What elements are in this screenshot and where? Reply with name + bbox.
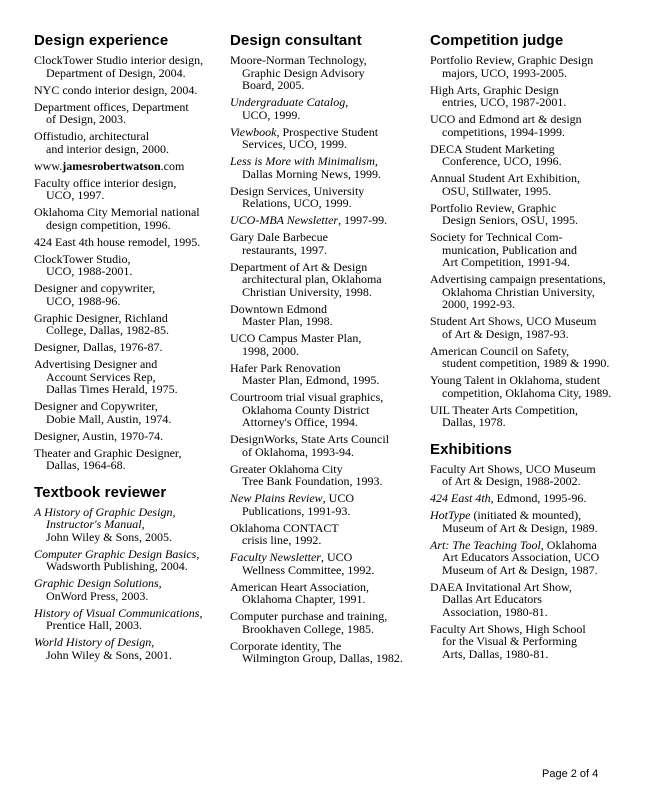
entry-item <box>430 54 630 79</box>
entry-line: Attorney's Office, 1994. <box>242 415 358 429</box>
entry-line: Hafer Park Renovation <box>230 360 341 375</box>
entry-item <box>230 126 426 151</box>
entry-line: Dallas, 1978. <box>442 415 506 429</box>
entry-line: Graphic Designer, Richland <box>34 310 168 325</box>
entry-item <box>430 345 630 370</box>
entry-line: A History of Graphic Design, <box>34 504 176 519</box>
entry-line: Prentice Hall, 2003. <box>46 618 142 632</box>
entry-item <box>34 206 224 231</box>
entry-line: design competition, 1996. <box>46 217 171 232</box>
entry-line: Tree Bank Foundation, 1993. <box>242 474 383 488</box>
entry-line: Advertising Designer and <box>34 357 158 371</box>
entry-line: Corporate identity, The <box>230 638 342 653</box>
entry-line: Art Educators Association, UCO <box>442 550 600 564</box>
entry-line: Department offices, Department <box>34 99 189 114</box>
entry-line: HotType (initiated & mounted), <box>430 508 582 522</box>
entry-line: Oklahoma City Memorial national <box>34 205 200 219</box>
entry-line: DAEA Invitational Art Show, <box>430 579 572 594</box>
entry-line: Gary Dale Barbecue <box>230 230 328 244</box>
entry-line: Dallas, 1964-68. <box>46 458 126 472</box>
section-heading-exhibitions: Exhibitions <box>430 440 512 458</box>
entry-item <box>34 358 224 396</box>
entry-line: NYC condo interior design, 2004. <box>34 82 198 97</box>
section-heading-design-consultant: Design consultant <box>230 32 362 49</box>
entry-line: DesignWorks, State Arts Council <box>230 432 390 446</box>
section-heading-competition-judge: Competition judge <box>430 32 564 49</box>
entry-line: Designer and Copywriter, <box>34 399 158 413</box>
entry-line: New Plains Review, UCO <box>230 491 354 505</box>
entry-item <box>430 172 630 197</box>
entry-item <box>430 273 630 311</box>
entry-item <box>34 636 224 661</box>
column-middle <box>230 32 426 669</box>
entry-line: Graphic Design Solutions, <box>34 576 162 590</box>
entry-item <box>430 84 630 109</box>
entry-line: Portfolio Review, Graphic <box>430 200 557 215</box>
entry-line: entries, UCO, 1987-2001. <box>442 95 567 109</box>
entry-line: Department of Art & Design <box>230 259 368 274</box>
entry-line: UCO-MBA Newsletter, 1997-99. <box>230 213 388 227</box>
entry-line: DECA Student Marketing <box>430 141 555 156</box>
entry-line: Design Services, University <box>230 183 365 198</box>
entry-line: student competition, 1989 & 1990. <box>442 356 610 370</box>
entry-line: 424 East 4th house remodel, 1995. <box>34 234 201 249</box>
entry-item <box>230 303 426 328</box>
entry-line: Master Plan, Edmond, 1995. <box>242 373 380 387</box>
entry-line: Conference, UCO, 1996. <box>442 154 562 168</box>
entry-line: Faculty Newsletter, UCO <box>230 550 353 564</box>
entry-line: of Design, 2003. <box>46 112 126 126</box>
entry-line: Designer, Austin, 1970-74. <box>34 428 164 443</box>
entry-line: Master Plan, 1998. <box>242 314 333 328</box>
entry-line: Oklahoma County District <box>242 402 370 417</box>
entry-item <box>34 548 224 573</box>
entry-line: Viewbook, Prospective Student <box>230 124 379 139</box>
entry-line: competitions, 1994-1999. <box>442 124 565 139</box>
entry-line: Museum of Art & Design, 1989. <box>442 520 598 535</box>
entry-item <box>230 391 426 429</box>
entry-item <box>430 623 630 661</box>
entry-line: ClockTower Studio interior design, <box>34 53 204 67</box>
entry-line: Undergraduate Catalog, <box>230 95 349 109</box>
entry-item <box>230 581 426 606</box>
entry-line: Dallas Times Herald, 1975. <box>46 382 178 396</box>
entry-line: munication, Publication and <box>442 242 577 257</box>
entry-line: World History of Design, <box>34 635 155 649</box>
entry-line: Dobie Mall, Austin, 1974. <box>46 411 172 426</box>
entry-line: restaurants, 1997. <box>242 242 327 257</box>
entry-line: OSU, Stillwater, 1995. <box>442 183 552 198</box>
entry-item <box>230 185 426 210</box>
entry-line: Graphic Design Advisory <box>242 65 365 80</box>
entry-item <box>430 581 630 619</box>
entry-line: OnWord Press, 2003. <box>46 588 149 603</box>
entry-line: UCO, 1988-96. <box>46 293 121 308</box>
entry-item <box>34 84 224 97</box>
entry-line: UCO Campus Master Plan, <box>230 331 362 345</box>
entry-item <box>230 433 426 458</box>
entry-item <box>430 404 630 429</box>
entry-line: Downtown Edmond <box>230 301 327 316</box>
entry-line: American Council on Safety, <box>430 343 570 358</box>
entry-line: History of Visual Communications, <box>34 605 203 620</box>
entry-item[interactable] <box>34 160 224 173</box>
entry-line: Museum of Art & Design, 1987. <box>442 562 598 577</box>
entry-line: Department of Design, 2004. <box>46 65 186 80</box>
column-right <box>430 32 630 665</box>
entry-item <box>34 447 224 472</box>
entry-line: of Art & Design, 1988-2002. <box>442 474 581 488</box>
section-heading-textbook-reviewer: Textbook reviewer <box>34 483 167 501</box>
entry-line: Oklahoma Chapter, 1991. <box>242 592 366 606</box>
entry-line: Publications, 1991-93. <box>242 503 351 518</box>
entry-item <box>230 551 426 576</box>
entry-item <box>34 177 224 202</box>
entry-line: architectural plan, Oklahoma <box>242 272 382 286</box>
entry-line: Dallas Art Educators <box>442 592 542 606</box>
entry-item <box>230 640 426 665</box>
entry-line: UCO and Edmond art & design <box>430 112 582 126</box>
entry-item <box>430 509 630 534</box>
entry-line: and interior design, 2000. <box>46 141 169 156</box>
entry-line: majors, UCO, 1993-2005. <box>442 65 567 80</box>
entry-item <box>34 101 224 126</box>
entry-item <box>430 492 630 505</box>
entry-line: Advertising campaign presentations, <box>430 272 606 286</box>
entry-line: Relations, UCO, 1999. <box>242 196 352 210</box>
entry-item <box>34 54 224 79</box>
entry-line: Wilmington Group, Dallas, 1982. <box>242 651 403 665</box>
entry-line: Theater and Graphic Designer, <box>34 445 182 460</box>
entry-line: John Wiley & Sons, 2005. <box>46 529 172 544</box>
entry-line: 2000, 1992-93. <box>442 297 515 311</box>
entry-item <box>34 607 224 632</box>
entry-line: Oklahoma CONTACT <box>230 520 339 535</box>
entry-line: Society for Technical Com- <box>430 230 563 244</box>
entry-line: Faculty office interior design, <box>34 175 177 190</box>
entry-line: of Oklahoma, 1993-94. <box>242 444 354 459</box>
entry-item <box>230 214 426 227</box>
entry-line: for the Visual & Performing <box>442 634 578 648</box>
entry-line: Young Talent in Oklahoma, student <box>430 373 601 387</box>
entry-item <box>34 341 224 354</box>
entry-line: 1998, 2000. <box>242 343 299 358</box>
entry-line: crisis line, 1992. <box>242 533 322 547</box>
entry-item <box>430 113 630 138</box>
entry-line: Courtroom trial visual graphics, <box>230 390 384 404</box>
entry-line: Faculty Art Shows, UCO Museum <box>430 461 596 476</box>
entry-item <box>34 430 224 443</box>
entry-item <box>230 261 426 299</box>
entry-line: 424 East 4th, Edmond, 1995-96. <box>430 491 587 505</box>
entry-line: Oklahoma Christian University, <box>442 284 595 299</box>
entry-line: Dallas Morning News, 1999. <box>242 166 381 181</box>
entry-line: competition, Oklahoma City, 1989. <box>442 385 612 400</box>
entry-line: Portfolio Review, Graphic Design <box>430 53 594 67</box>
entry-item <box>430 202 630 227</box>
entry-line: Less is More with Minimalism, <box>230 154 378 168</box>
page-number: Page 2 of 4 <box>542 768 599 780</box>
entry-line: Moore-Norman Technology, <box>230 53 367 67</box>
entry-item <box>430 315 630 340</box>
entry-line: Services, UCO, 1999. <box>242 137 347 151</box>
entry-item <box>230 463 426 488</box>
entry-line: Brookhaven College, 1985. <box>242 621 374 636</box>
entry-line: Design Seniors, OSU, 1995. <box>442 213 579 227</box>
entry-line: Student Art Shows, UCO Museum <box>430 314 597 328</box>
entry-item <box>430 463 630 488</box>
entry-item <box>34 282 224 307</box>
entry-line: Instructor's Manual, <box>46 517 145 531</box>
entry-line: www.jamesrobertwatson.com <box>34 158 185 173</box>
entry-line: Faculty Art Shows, High School <box>430 621 586 636</box>
entry-line: of Art & Design, 1987-93. <box>442 326 569 341</box>
entry-item <box>230 231 426 256</box>
entry-line: Computer Graphic Design Basics, <box>34 546 200 561</box>
entry-line: Offistudio, architectural <box>34 129 150 143</box>
entry-line: John Wiley & Sons, 2001. <box>46 647 172 662</box>
entry-line: UIL Theater Arts Competition, <box>430 402 578 417</box>
entry-line: Computer purchase and training, <box>230 609 388 623</box>
entry-item <box>34 130 224 155</box>
entry-line: Wellness Committee, 1992. <box>242 562 375 577</box>
entry-item <box>230 610 426 635</box>
entry-line: Art: The Teaching Tool, Oklahoma <box>430 537 597 552</box>
entry-item <box>230 155 426 180</box>
entry-line: Christian University, 1998. <box>242 284 372 299</box>
entry-line: Greater Oklahoma City <box>230 461 343 476</box>
entry-item <box>34 236 224 249</box>
entry-line: American Heart Association, <box>230 579 369 594</box>
entry-item <box>34 312 224 337</box>
entry-line: Association, 1980-81. <box>442 604 548 619</box>
entry-line: UCO, 1988-2001. <box>46 264 133 278</box>
entry-line: Arts, Dallas, 1980-81. <box>442 646 549 661</box>
entry-line: Board, 2005. <box>242 78 305 92</box>
entry-line: Account Services Rep, <box>46 369 156 384</box>
column-left <box>34 32 224 666</box>
entry-line: Art Competition, 1991-94. <box>442 255 570 269</box>
entry-line: UCO, 1997. <box>46 188 105 202</box>
entry-item <box>230 492 426 517</box>
entry-line: High Arts, Graphic Design <box>430 82 559 97</box>
entry-line: College, Dallas, 1982-85. <box>46 323 169 337</box>
entry-item <box>34 506 224 544</box>
entry-item <box>230 96 426 121</box>
entry-line: Wadsworth Publishing, 2004. <box>46 559 188 573</box>
entry-item <box>430 539 630 577</box>
entry-item <box>230 362 426 387</box>
entry-item <box>230 332 426 357</box>
entry-item <box>34 577 224 602</box>
entry-item <box>230 54 426 92</box>
entry-item <box>34 400 224 425</box>
entry-line: UCO, 1999. <box>242 107 301 122</box>
entry-item <box>34 253 224 278</box>
entry-line: Designer, Dallas, 1976-87. <box>34 340 163 354</box>
section-heading-design-experience: Design experience <box>34 32 169 49</box>
entry-item <box>230 522 426 547</box>
entry-item <box>430 231 630 269</box>
entry-line: ClockTower Studio, <box>34 251 131 266</box>
entry-item <box>430 143 630 168</box>
entry-line: Annual Student Art Exhibition, <box>430 171 580 185</box>
entry-line: Designer and copywriter, <box>34 281 156 295</box>
entry-item <box>430 374 630 399</box>
